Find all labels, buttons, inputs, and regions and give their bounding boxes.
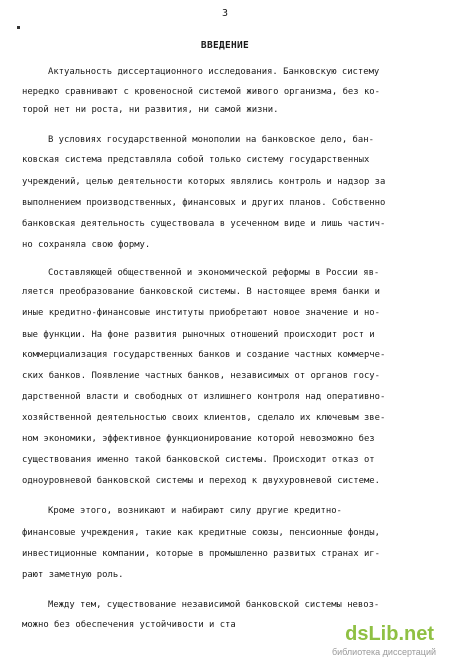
text-line: вые функции. На фоне развития рыночных отношений происходит рост и bbox=[22, 330, 375, 340]
corner-mark bbox=[17, 26, 20, 29]
watermark-subtitle: библиотека диссертаций bbox=[331, 647, 436, 657]
text-line: хозяйственной деятельностью своих клиентов, сделало их ключевым зве- bbox=[22, 413, 386, 423]
text-line: дарственной власти и свободных от излишнего контроля над оперативно- bbox=[22, 392, 386, 402]
text-line: ляется преобразование банковской системы. В настоящее время банки и bbox=[22, 287, 380, 297]
text-line: можно без обеспечения устойчивости и ста bbox=[22, 620, 236, 630]
text-line: ских банков. Появление частных банков, независимых от органов госу- bbox=[22, 371, 380, 381]
text-line: учреждений, целью деятельности которых являлись контроль и надзор за bbox=[22, 177, 386, 187]
text-line: инвестиционные компании, которые в промышленно развитых странах иг- bbox=[22, 549, 380, 559]
dslib-watermark[interactable] bbox=[332, 623, 442, 661]
text-line: выполнением производственных, финансовых и других планов. Собственно bbox=[22, 198, 386, 208]
watermark-logo-text: dsLib.net bbox=[345, 623, 434, 645]
text-line: ном экономики, эффективное функционирование которой невозможно без bbox=[22, 434, 375, 444]
text-line: финансовые учреждения, такие как кредитные союзы, пенсионные фонды, bbox=[22, 528, 380, 538]
text-line: одноуровневой банковской системы и переход к двухуровневой системе. bbox=[22, 476, 380, 486]
text-line: торой нет ни роста, ни развития, ни самой жизни. bbox=[22, 105, 279, 115]
text-line: Составляющей общественной и экономической реформы в России яв- bbox=[48, 268, 380, 278]
text-line: существования именно такой банковской системы. Происходит отказ от bbox=[22, 455, 375, 465]
text-line: Между тем, существование независимой банковской системы невоз- bbox=[48, 600, 380, 610]
page-number: 3 bbox=[221, 8, 229, 19]
text-line: банковская деятельность существовала в усеченном виде и лишь частич- bbox=[22, 219, 386, 229]
text-line: В условиях государственной монополии на банковское дело, бан- bbox=[48, 135, 374, 145]
text-line: коммерциализация государственных банков и создание частных коммерче- bbox=[22, 350, 386, 360]
text-line: иные кредитно-финансовые институты приобретают новое значение и но- bbox=[22, 308, 380, 318]
text-line: но сохраняла свою форму. bbox=[22, 240, 151, 250]
text-line: Актуальность диссертационного исследования. Банковскую систему bbox=[48, 67, 380, 77]
text-line: рают заметную роль. bbox=[22, 570, 124, 580]
text-line: ковская система представляла собой только систему государственных bbox=[22, 155, 370, 165]
section-heading: ВВЕДЕНИЕ bbox=[200, 40, 250, 51]
text-line: нередко сравнивают с кровеносной системой живого организма, без ко- bbox=[22, 87, 380, 97]
text-line: Кроме этого, возникают и набирают силу другие кредитно- bbox=[48, 506, 342, 516]
